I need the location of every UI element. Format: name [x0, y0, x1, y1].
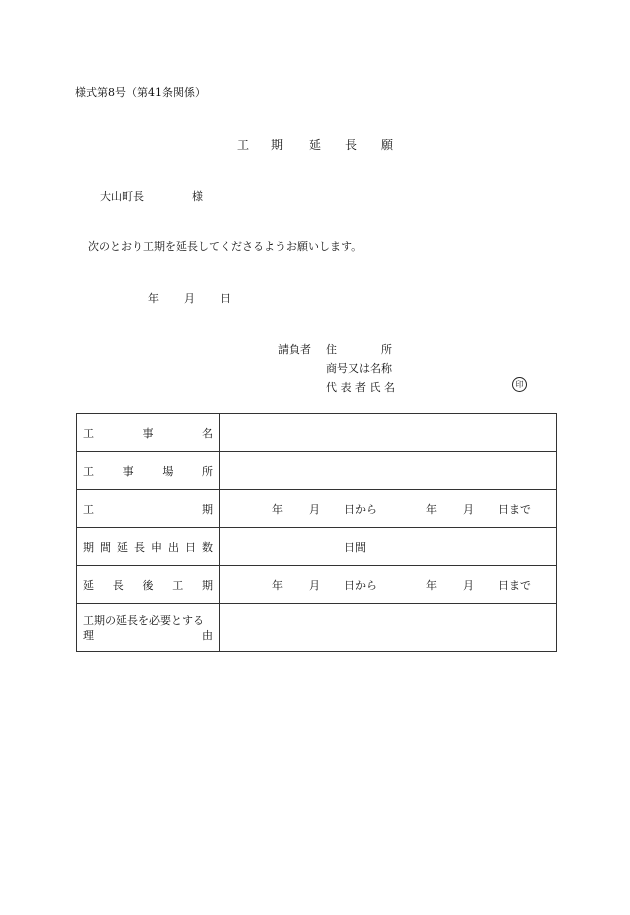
table-row	[77, 566, 557, 604]
table-row	[77, 452, 557, 490]
after-term-label: 延 長 後 工 期	[77, 566, 220, 604]
reason-label: 工期の延長を必要とする 理 由	[77, 604, 220, 652]
contractor-trade-name-label: 商号又は名称	[326, 362, 392, 375]
extension-days-value[interactable]: 日間	[220, 528, 557, 566]
title-char: 工	[237, 138, 250, 152]
title-char: 長	[345, 138, 358, 152]
work-place-label: 工 事 場 所	[77, 452, 220, 490]
work-name-label: 工 事 名	[77, 414, 220, 452]
title-char: 期	[271, 138, 284, 152]
request-text: 次のとおり工期を延長してくださるようお願いします。	[88, 240, 363, 253]
title-char: 延	[309, 138, 322, 152]
contractor-label: 請負者	[278, 343, 311, 356]
table-row	[77, 604, 557, 652]
table-row	[77, 528, 557, 566]
date-year: 年	[148, 292, 159, 305]
table-row	[77, 490, 557, 528]
application-date	[148, 290, 256, 306]
addressee-honorific: 様	[192, 190, 203, 203]
work-place-value[interactable]	[220, 452, 557, 490]
addressee-name: 大山町長	[100, 190, 144, 203]
reason-value[interactable]	[220, 604, 557, 652]
after-term-value[interactable]: 年 月 日から 年 月 日まで	[220, 566, 557, 604]
table-row	[77, 414, 557, 452]
form-number: 様式第8号（第41条関係）	[75, 86, 206, 99]
date-day: 日	[220, 292, 231, 305]
application-table	[76, 413, 557, 652]
addressee	[100, 188, 203, 204]
contractor-representative-label: 代 表 者 氏 名	[326, 381, 395, 394]
term-label: 工 期	[77, 490, 220, 528]
term-value[interactable]: 年 月 日から 年 月 日まで	[220, 490, 557, 528]
document-title	[237, 136, 393, 153]
date-month: 月	[184, 292, 195, 305]
seal-mark: 印	[512, 377, 527, 392]
work-name-value[interactable]	[220, 414, 557, 452]
title-char: 願	[381, 138, 394, 152]
contractor-address-label: 住 所	[326, 343, 392, 356]
extension-days-label: 期 間 延 長 申 出 日 数	[77, 528, 220, 566]
